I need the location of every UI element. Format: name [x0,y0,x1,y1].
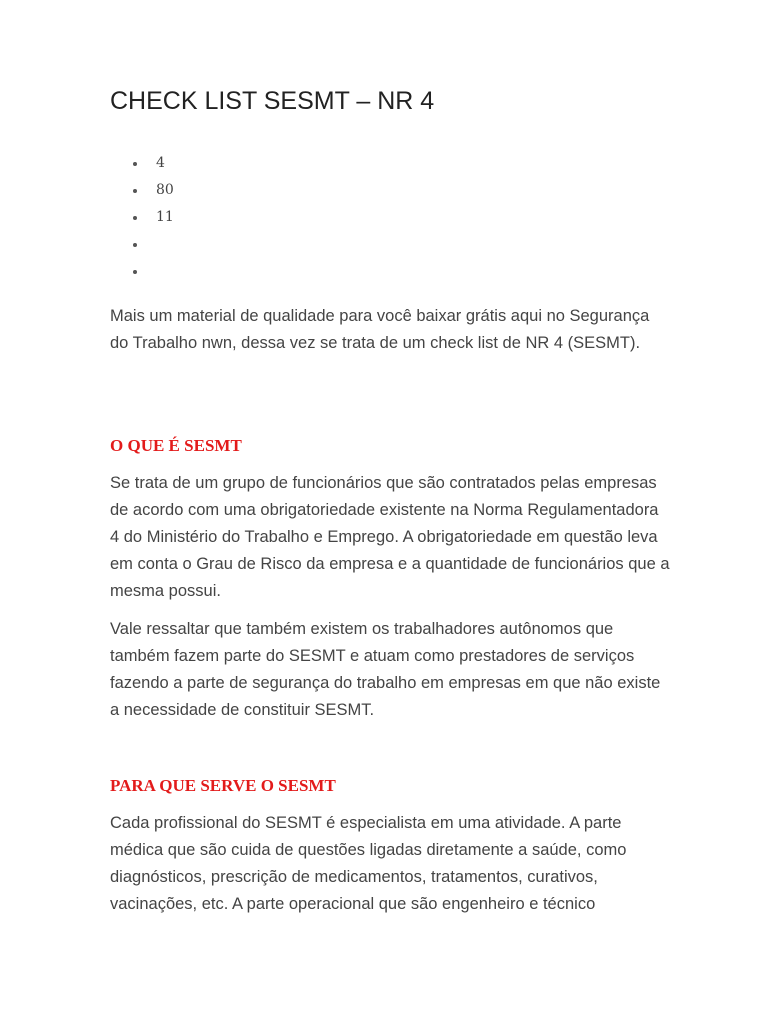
list-item [110,204,174,231]
list-item-text: 80 [156,182,174,198]
bullet-dot-icon [133,243,137,247]
section1-paragraph-2: Vale ressaltar que também existem os trabalhadores autônomos que também fazem parte do SESMT e atuam como prestadores de serviços fazendo a parte de segurança do trabalho em empresas em que não existe a necessidade de constituir SESMT. [110,620,661,719]
intro-paragraph: Mais um material de qualidade para você baixar grátis aqui no Segurança do Trabalho nwn, dessa vez se trata de um check list de NR 4 (SESMT). [110,307,650,352]
bullet-dot-icon [133,270,137,274]
section-heading-o-que-e-sesmt: O QUE É SESMT [110,436,242,455]
list-item-text: 11 [156,209,174,225]
bullet-list [110,150,174,285]
bullet-dot-icon [133,216,137,220]
list-item [110,150,174,177]
list-item [110,231,174,258]
section1-paragraph-1: Se trata de um grupo de funcionários que são contratados pelas empresas de acordo com uma obrigatoriedade existente na Norma Regulamentadora 4 do Ministério do Trabalho e Emprego. A obrigatoriedade em questão leva em conta o Grau de Risco da empresa e a quantidade de funcionários que a mesma possui. [110,474,670,600]
bullet-dot-icon [133,162,137,166]
list-item [110,258,174,285]
list-item [110,177,174,204]
section2-paragraph-1: Cada profissional do SESMT é especialista em uma atividade. A parte médica que são cuida de questões ligadas diretamente a saúde, como diagnósticos, prescrição de medicamentos, tratamentos, curativos, vacinações, etc. A parte operacional que são engenheiro e técnico [110,814,627,913]
section-heading-para-que-serve: PARA QUE SERVE O SESMT [110,776,336,795]
list-item-text: 4 [156,155,165,171]
bullet-dot-icon [133,189,137,193]
page-title: CHECK LIST SESMT – NR 4 [110,87,435,115]
